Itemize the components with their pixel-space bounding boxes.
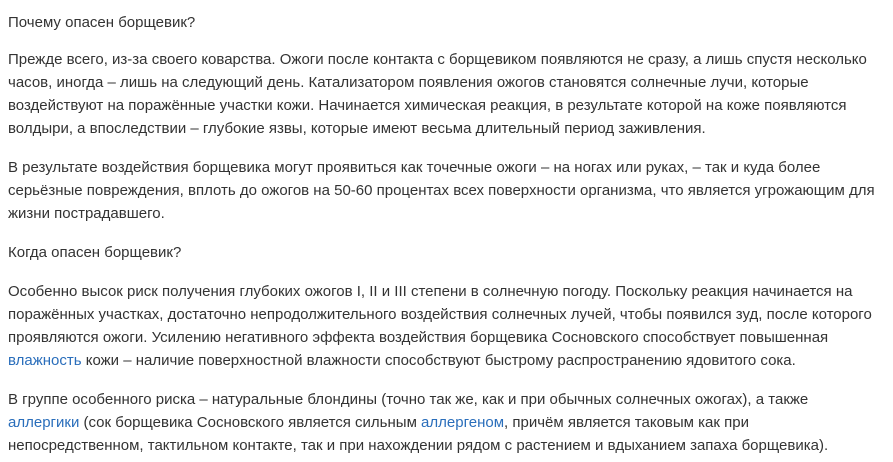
paragraph-line: воздействуют на поражённые участки кожи. Начинается химическая реакция, в результате которой на коже появляются [8, 97, 847, 114]
paragraph-line: В группе особенного риска – натуральные блондины (точно так же, как и при обычных солнечных ожогах), а также [8, 391, 809, 408]
paragraph-burn-delay [8, 48, 885, 140]
section-heading-when-dangerous: Когда опасен борщевик? [8, 244, 182, 261]
paragraph-risk-group [8, 388, 885, 457]
paragraph-text: (сок борщевика Сосновского является сильным [79, 414, 422, 431]
paragraph-line: часов, иногда – лишь на следующий день. Катализатором появления ожогов становятся солнечные лучи, которые [8, 74, 809, 91]
paragraph-line: проявляются ожоги. Усилению негативного эффекта воздействия борщевика Сосновского способствует повышенная [8, 329, 829, 346]
paragraph-text: , причём является таковым как при [504, 414, 749, 431]
paragraph-line: серьёзные повреждения, вплоть до ожогов на 50-60 процентах всех поверхности организма, что является угрожающим для [8, 182, 875, 199]
paragraph-line [8, 411, 885, 434]
section-heading-why-dangerous: Почему опасен борщевик? [8, 14, 196, 31]
paragraph-line: непосредственном, тактильном контакте, так и при нахождении рядом с растением и вдыханием запаха борщевика). [8, 437, 829, 454]
paragraph-line: Особенно высок риск получения глубоких ожогов I, II и III степени в солнечную погоду. Поскольку реакция начинается на [8, 283, 853, 300]
paragraph-line: жизни пострадавшего. [8, 205, 165, 222]
link-humidity[interactable]: влажность [8, 352, 82, 369]
paragraph-line: Прежде всего, из-за своего коварства. Ожоги после контакта с борщевиком появляются не сразу, а лишь спустя несколько [8, 51, 867, 68]
paragraph-sunny-weather-risk [8, 280, 885, 372]
paragraph-text: кожи – наличие поверхностной влажности способствуют быстрому распространению ядовитого сока. [81, 352, 796, 369]
paragraph-line [8, 349, 885, 372]
paragraph-line: волдыри, а впоследствии – глубокие язвы, которые имеют весьма длительный период заживления. [8, 120, 706, 137]
link-allergy-sufferers[interactable]: аллергики [8, 414, 80, 431]
link-allergen[interactable]: аллергеном [421, 414, 505, 431]
paragraph-line: В результате воздействия борщевика могут проявиться как точечные ожоги – на ногах или руках, – так и куда более [8, 159, 821, 176]
paragraph-line: поражённых участках, достаточно непродолжительного воздействия солнечных лучей, чтобы появился зуд, после которого [8, 306, 872, 323]
paragraph-burn-severity [8, 156, 885, 225]
